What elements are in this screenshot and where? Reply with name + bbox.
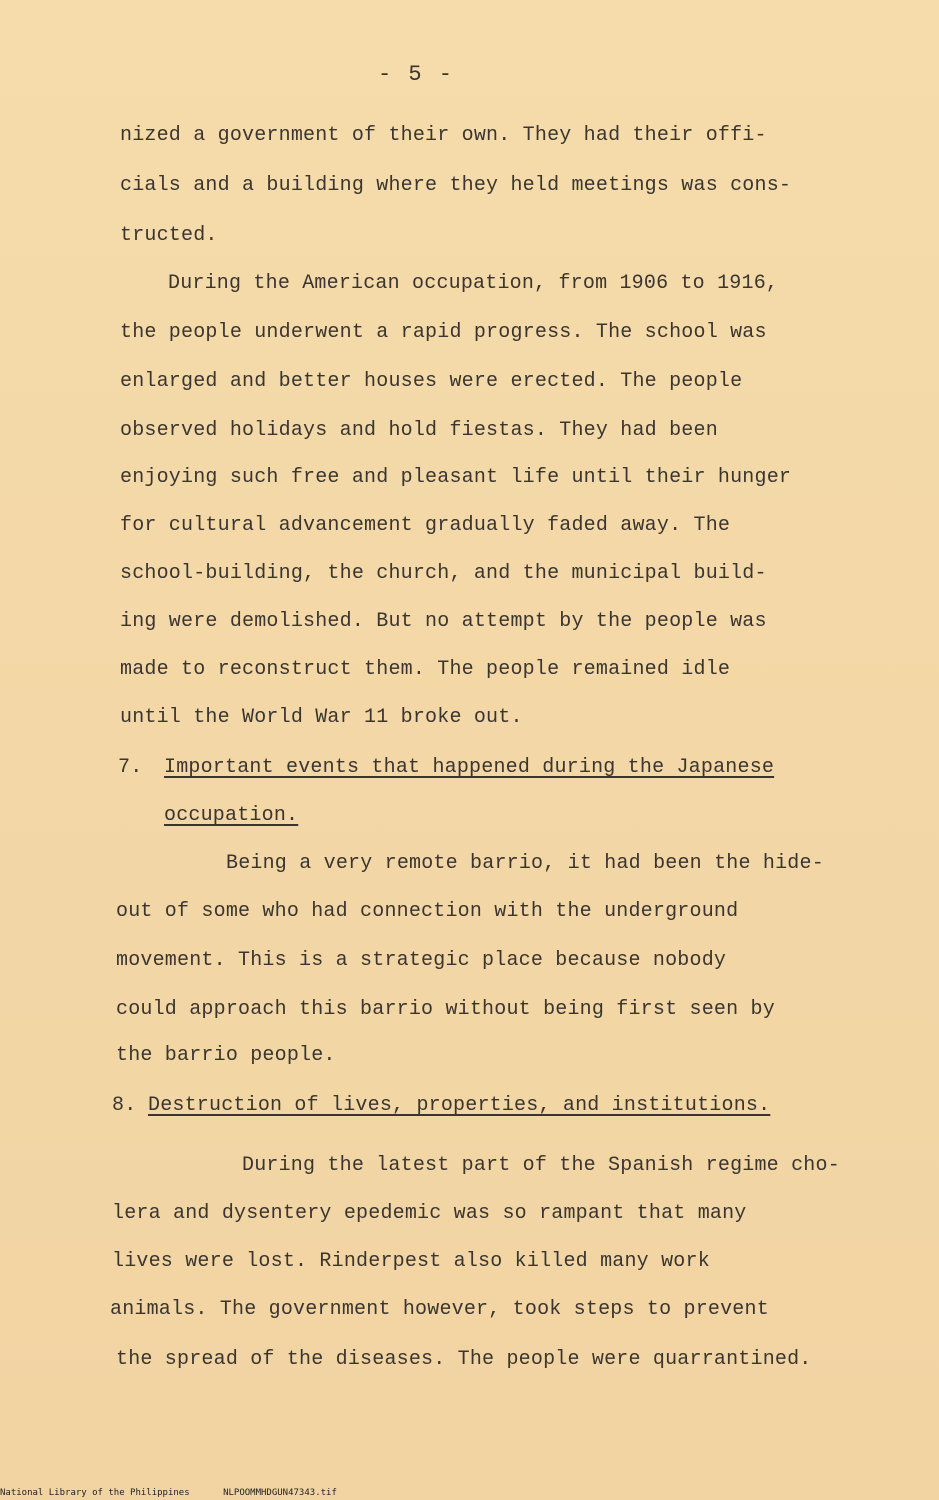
paragraph-2-line-8: ing were demolished. But no attempt by the people was (120, 610, 767, 633)
paragraph-1-line-2: cials and a building where they held meetings was cons- (120, 174, 792, 197)
paragraph-3-line-3: movement. This is a strategic place because nobody (116, 949, 727, 972)
paragraph-2-line-7: school-building, the church, and the municipal build- (120, 562, 767, 585)
paragraph-3-line-2: out of some who had connection with the underground (116, 900, 739, 923)
paragraph-2-line-10: until the World War 11 broke out. (120, 706, 523, 729)
paragraph-2-line-3: enlarged and better houses were erected. The people (120, 370, 743, 393)
section-7-number: 7. (118, 756, 143, 779)
section-8-number: 8. (112, 1094, 137, 1117)
footer-library: National Library of the Philippines (0, 1488, 190, 1498)
paragraph-3-line-4: could approach this barrio without being first seen by (116, 998, 775, 1021)
paragraph-1-line-1: nized a government of their own. They had their offi- (120, 124, 767, 147)
paragraph-4-line-3: lives were lost. Rinderpest also killed many work (112, 1250, 710, 1273)
paragraph-3-line-5: the barrio people. (116, 1044, 336, 1067)
paragraph-2-line-9: made to reconstruct them. The people remained idle (120, 658, 731, 681)
paragraph-2-line-6: for cultural advancement gradually faded away. The (120, 514, 731, 537)
footer-file-id: NLPOOMMHDGUN47343.tif (223, 1488, 337, 1498)
page-number: - 5 - (378, 62, 455, 87)
paragraph-4-line-2: lera and dysentery epedemic was so rampant that many (112, 1202, 747, 1225)
section-8-heading: Destruction of lives, properties, and institutions. (148, 1094, 771, 1117)
paragraph-4-line-4: animals. The government however, took steps to prevent (110, 1298, 769, 1321)
paragraph-2-line-1: During the American occupation, from 1906 to 1916, (168, 272, 779, 295)
paragraph-1-line-3: tructed. (120, 224, 218, 247)
paragraph-2-line-2: the people underwent a rapid progress. The school was (120, 321, 767, 344)
paragraph-2-line-5: enjoying such free and pleasant life until their hunger (120, 466, 792, 489)
paragraph-3-line-1: Being a very remote barrio, it had been the hide- (226, 852, 824, 875)
paragraph-4-line-1: During the latest part of the Spanish regime cho- (242, 1154, 840, 1177)
scan-footer (0, 1488, 365, 1498)
section-7-heading-line-1: Important events that happened during the Japanese (164, 756, 775, 779)
section-7-heading-line-2: occupation. (164, 804, 299, 827)
paragraph-2-line-4: observed holidays and hold fiestas. They had been (120, 419, 718, 442)
paragraph-4-line-5: the spread of the diseases. The people were quarrantined. (116, 1348, 812, 1371)
